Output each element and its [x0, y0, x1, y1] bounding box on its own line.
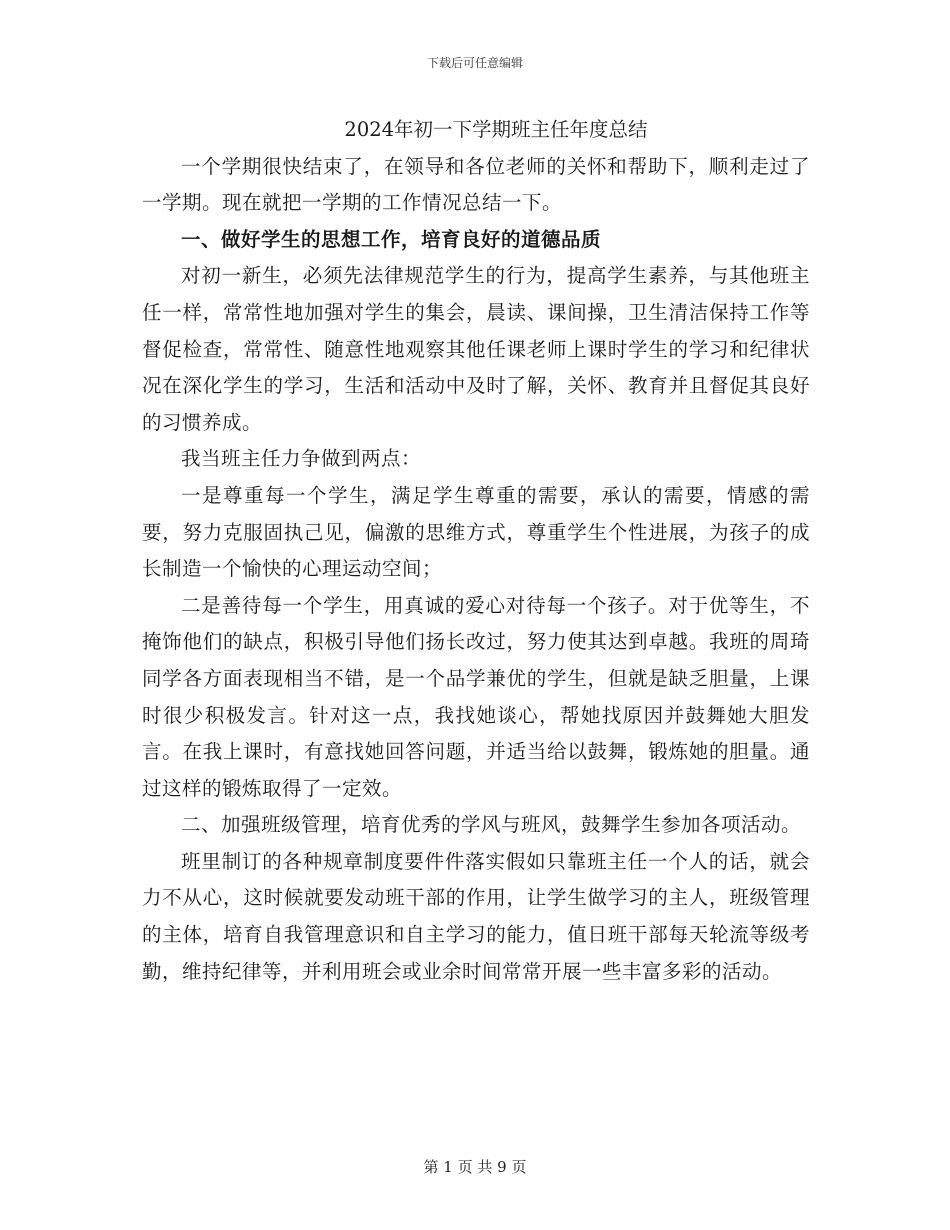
- section-heading-1: 一、做好学生的思想工作，培育良好的道德品质: [181, 227, 602, 251]
- section-heading-2: 二、加强班级管理，培育优秀的学风与班风，鼓舞学生参加各项活动。: [181, 813, 802, 837]
- paragraph-section-2: 班里制订的各种规章制度要件件落实假如只靠班主任一个人的话，就会力不从心，这时候就要发动班干部的作用，让学生做学习的主人，班级管理的主体，培育自我管理意识和自主学习的能力，值日班干部每天轮流等级考勤，维持纪律等，并利用班会或业余时间常常开展一些丰富多彩的活动。: [142, 849, 810, 983]
- header-note: 下载后可任意编辑: [426, 56, 523, 70]
- document-body: [142, 112, 810, 990]
- paragraph-section-1: 对初一新生，必须先法律规范学生的行为，提高学生素养，与其他班主任一样，常常性地加强对学生的集会，晨读、课间操，卫生清洁保持工作等督促检查，常常性、随意性地观察其他任课老师上课时学生的学习和纪律状况在深化学生的学习，生活和活动中及时了解，关怀、教育并且督促其良好的习惯养成。: [142, 264, 810, 434]
- paragraph-point-1: 一是尊重每一个学生，满足学生尊重的需要，承认的需要，情感的需要，努力克服固执己见，偏激的思维方式，尊重学生个性进展，为孩子的成长制造一个愉快的心理运动空间；: [142, 483, 810, 581]
- document-title: 2024年初一下学期班主任年度总结: [344, 118, 648, 141]
- paragraph-intro: 一个学期很快结束了，在领导和各位老师的关怀和帮助下，顺利走过了一学期。现在就把一学期的工作情况总结一下。: [142, 154, 810, 215]
- paragraph-two-points: 我当班主任力争做到两点：: [181, 447, 422, 471]
- paragraph-point-2: 二是善待每一个学生，用真诚的爱心对待每一个孩子。对于优等生，不掩饰他们的缺点，积极引导他们扬长改过，努力使其达到卓越。我班的周琦同学各方面表现相当不错，是一个品学兼优的学生，但就是缺乏胆量，上课时很少积极发言。针对这一点，我找她谈心，帮她找原因并鼓舞她大胆发言。在我上课时，有意找她回答问题，并适当给以鼓舞，锻炼她的胆量。通过这样的锻炼取得了一定效。: [142, 593, 810, 800]
- page-number: 第 1 页 共 9 页: [423, 1158, 527, 1176]
